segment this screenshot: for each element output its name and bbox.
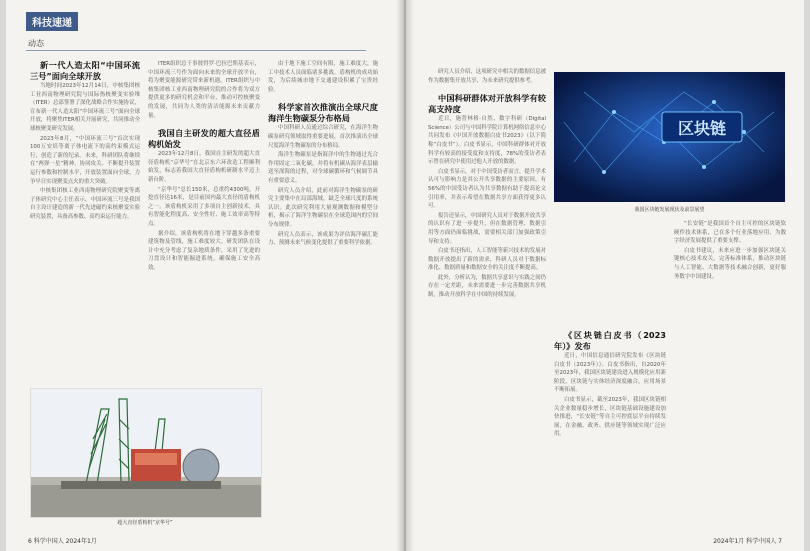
- paragraph: 据介绍，该盾构机将在地下穿越多条重要建筑物及管线，施工难度较大。研发团队在设计中充分考虑了复杂地质条件，采用了先进的刀盘设计和智能掘进系统，确保施工安全高效。: [148, 230, 260, 271]
- left-page: [6, 0, 404, 551]
- footer-label: 科学中国人: [33, 538, 64, 545]
- section-tag: 科技速递: [26, 12, 78, 31]
- article-column-4: [428, 68, 546, 528]
- footer-date: 2024年1月: [65, 538, 97, 545]
- paragraph: 2023年8月，“中国环流三号”首次实现100万安培等离子体电流下的高约束模式运行，创造了新的纪录。未来，科研团队将继续在“两弹一星”精神、协同攻关、不断提升装置运行参数和控制水平，开放装置面向全球，力争早日实现聚变点火的重大突破。: [30, 135, 140, 185]
- right-page: [406, 0, 804, 551]
- paragraph: 报告还显示，中国研究人员对于数据开放共享的认识有了进一步提升，但在数据管理、数据引用等方面仍面临挑战，需要相关部门加强政策引导和支持。: [428, 212, 546, 245]
- right-footer: [713, 536, 782, 545]
- crane-illustration: [31, 389, 261, 517]
- paragraph: 白皮书显示，截至2023年，我国区块链相关企业数量稳步增长，区块链基础设施建设加快推进，“长安链”等自主可控底层平台持续发展，在金融、政务、供应链等领域实现广泛应用。: [554, 396, 666, 438]
- article-title: 《区块链白皮书（2023年）》发布: [554, 330, 666, 351]
- section-subtitle: 动态: [28, 39, 44, 48]
- paragraph: “长安链”是我国首个自主可控的区块链软硬件技术体系，已在多个行业落地应用，为数字经济发展提供了重要支撑。: [674, 221, 786, 245]
- footer-date: 2024年1月: [713, 538, 745, 545]
- paragraph: 当地时间2023年12月14日，中核集团核工业西南物理研究院与国际热核聚变实验堆（ITER）总部签署了深化战略合作实施协议，宣布新一代人造太阳“中国环流三号”面向全球开放，将聚焦ITER相关开展研究，共同推动全球核聚变研究发展。: [30, 83, 140, 132]
- article-column-5: [554, 220, 666, 528]
- blockchain-image: [554, 72, 785, 202]
- article-title: 我国自主研发的超大直径盾构机始发: [148, 128, 260, 149]
- paragraph: 研究人员介绍，这项研究中相关的数据信息被作为数据集开放共享，为未来研究提供参考。: [428, 69, 546, 84]
- paragraph: 近日，中国信息通信研究院发布《区块链白皮书（2023年）》。白皮书指出，自2020年至2023年，我国区块链建设进入规模化应用新阶段，区块链与实体经济深度融合，应用场景不断拓展。: [554, 353, 666, 394]
- page-number: 6: [28, 538, 32, 545]
- footer-label: 科学中国人: [746, 538, 777, 545]
- book-spine: [396, 0, 414, 551]
- article-title: 科学家首次推演出全球尺度海洋生物碳泵分布格局: [268, 102, 378, 123]
- article-column-3: [268, 60, 378, 530]
- paragraph: 白皮书建议，未来应进一步加强区块链关键核心技术攻关，完善标准体系，推动区块链与人工智能、大数据等技术融合创新，更好服务数字中国建设。: [674, 247, 786, 280]
- article-title: 中国科研群体对开放科学有较高支持度: [428, 93, 546, 114]
- image-caption: 我国区块链发展现状及前景展望: [634, 207, 705, 213]
- photo-caption: 超大直径盾构机“京华号”: [117, 520, 173, 526]
- paragraph: 中国科研人员通过综合研究，在海洋生物碳泵研究领域取得重要进展，首次推演出全球尺度海洋生物碳泵的分布格局。: [268, 125, 378, 149]
- blockchain-image-text: 区块链: [677, 119, 726, 138]
- crane-photo: [30, 388, 262, 518]
- left-footer: [28, 536, 97, 545]
- paragraph: “京华号”总长150米，总重约4300吨，开挖直径达16米，是目前国内最大直径的盾构机之一。该盾构机采用了多项自主创新技术，具有智能化程度高、安全性好、施工效率高等特点。: [148, 186, 260, 227]
- page-number: 7: [778, 538, 782, 545]
- paragraph: 中核集团核工业西南物理研究院聚变等离子体研究中心主任表示，中国环流三号是我国自主设计建造的新一代先进磁约束核聚变实验研究装置，具备高参数、高约束运行能力。: [30, 188, 140, 220]
- article-column-1: [30, 60, 140, 380]
- paragraph: 研究人员表示，该成果为评估海洋碳汇能力、预测未来气候变化提供了重要科学依据。: [268, 231, 378, 247]
- paragraph: 此外，分析认为，数据共享意识与实践之间仍存在一定差距，未来需要进一步完善数据共享机制，推动开放科学在中国的持续发展。: [428, 274, 546, 299]
- paragraph: ITER组织总干事彼得罗·巴拉巴斯基表示，中国环流三号作为面向未来的全球开放平台，将为聚变能源研究带来新机遇。ITER组织与中核集团核工业西南物理研究院的合作将为双方提供更多的研究机会和平台，推动可控核聚变的发展，共同为人类的清洁能源未来贡献力量。: [148, 61, 260, 119]
- paragraph: 2023年12月8日，我国自主研发的超大直径盾构机“京华号”在北京东六环改造工程顺利始发，标志着我国大直径盾构机研制水平迈上新台阶。: [148, 151, 260, 183]
- paragraph: 由于地下施工空间有限，施工难度大，施工中技术人员面临诸多挑战。盾构机的成功始发，为后续城市地下交通建设积累了宝贵经验。: [268, 61, 378, 93]
- article-title: 新一代人造太阳“中国环流三号”面向全球开放: [30, 60, 140, 81]
- article-column-6: [674, 220, 786, 528]
- section-divider: [26, 50, 366, 51]
- article-column-2: [148, 60, 260, 380]
- paragraph: 白皮书显示，对于中国受访者而言，提升学术认可与影响力是其公开共享数据的主要原因。有56%的中国受访者认为共享数据有助于提高论文引用率，并表示希望在数据共享方面获得更多认可。: [428, 168, 546, 210]
- paragraph: 白皮书还指出，人工智能等新兴技术的发展对数据开放提出了新的需求，科研人员对于数据标准化、数据质量和数据安全的关注度不断提高。: [428, 248, 546, 272]
- paragraph: 海洋生物碳泵是指海洋中的生物通过光合作用固定二氧化碳，并将有机碳从海洋表层输送至深海的过程，对全球碳循环和气候调节具有重要意义。: [268, 152, 378, 184]
- paragraph: 研究人员介绍，此前对海洋生物碳泵的研究主要集中在局部海域，缺乏全球尺度的系统认识。此次研究利用大量观测数据和模型分析，揭示了海洋生物碳泵在全球范围内的空间分布规律。: [268, 187, 378, 228]
- paragraph: 近日，施普林格·自然、数字科研（Digital Science）公司与中国科学院计算机网络信息中心共同发布《中国开放数据白皮书2023》（以下简称“白皮书”）。白皮书显示，中国科研群体对开放科学有较高的接受度和支持度，78%的受访者表示曾在研究中使用过他人开放的数据。: [428, 116, 546, 166]
